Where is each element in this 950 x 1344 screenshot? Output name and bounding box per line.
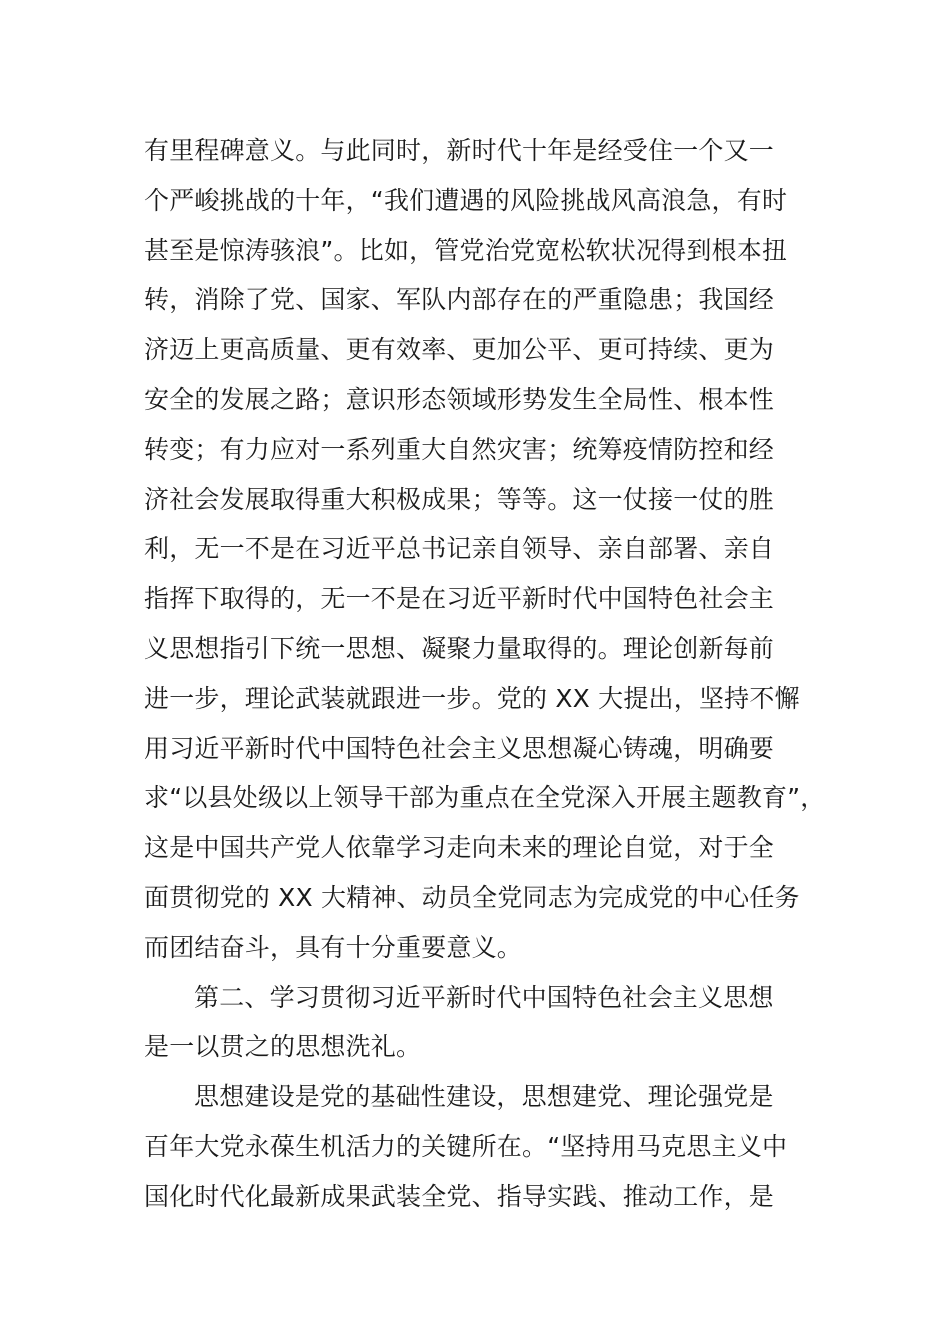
text-line-21: 百年大党永葆生机活力的关键所在。“坚持用马克思主义中: [144, 1131, 788, 1161]
text-line-14: 求“以县处级以上领导干部为重点在全党深入开展主题教育”，: [144, 783, 826, 813]
text-line-6: 安全的发展之路；意识形态领域形势发生全局性、根本性: [144, 384, 775, 414]
text-line-5: 济迈上更高质量、更有效率、更加公平、更可持续、更为: [144, 335, 775, 365]
text-line-1: 有里程碑意义。与此同时，新时代十年是经受住一个又一: [144, 136, 775, 165]
section-heading-line-1: 第二、学习贯彻习近平新时代中国特色社会主义思想: [194, 982, 774, 1012]
text-line-16: 面贯彻党的 XX 大精神、动员全党同志为完成党的中心任务: [144, 882, 800, 912]
text-line-8: 济社会发展取得重大积极成果；等等。这一仗接一仗的胜: [144, 484, 775, 514]
text-line-2: 个严峻挑战的十年，“我们遭遇的风险挑战风高浪急，有时: [144, 185, 788, 215]
section-heading-line-2: 是一以贯之的思想洗礼。: [144, 1032, 422, 1062]
text-line-22: 国化时代化最新成果武装全党、指导实践、推动工作，是: [144, 1181, 775, 1211]
text-line-10: 指挥下取得的，无一不是在习近平新时代中国特色社会主: [144, 584, 775, 614]
text-line-7: 转变；有力应对一系列重大自然灾害；统筹疫情防控和经: [144, 434, 775, 464]
text-line-4: 转，消除了党、国家、军队内部存在的严重隐患；我国经: [144, 285, 775, 315]
document-body: [144, 126, 844, 1222]
text-line-3: 甚至是惊涛骇浪”。比如，管党治党宽松软状况得到根本扭: [144, 235, 788, 265]
text-line-15: 这是中国共产党人依靠学习走向未来的理论自觉，对于全: [144, 833, 775, 863]
text-line-20: 思想建设是党的基础性建设，思想建党、理论强党是: [194, 1082, 774, 1112]
text-line-11: 义思想指引下统一思想、凝聚力量取得的。理论创新每前: [144, 633, 775, 663]
text-line-12: 进一步，理论武装就跟进一步。党的 XX 大提出，坚持不懈: [144, 683, 800, 713]
text-line-9: 利，无一不是在习近平总书记亲自领导、亲自部署、亲自: [144, 534, 775, 564]
text-line-13: 用习近平新时代中国特色社会主义思想凝心铸魂，明确要: [144, 733, 775, 763]
text-line-17: 而团结奋斗，具有十分重要意义。: [144, 932, 523, 962]
